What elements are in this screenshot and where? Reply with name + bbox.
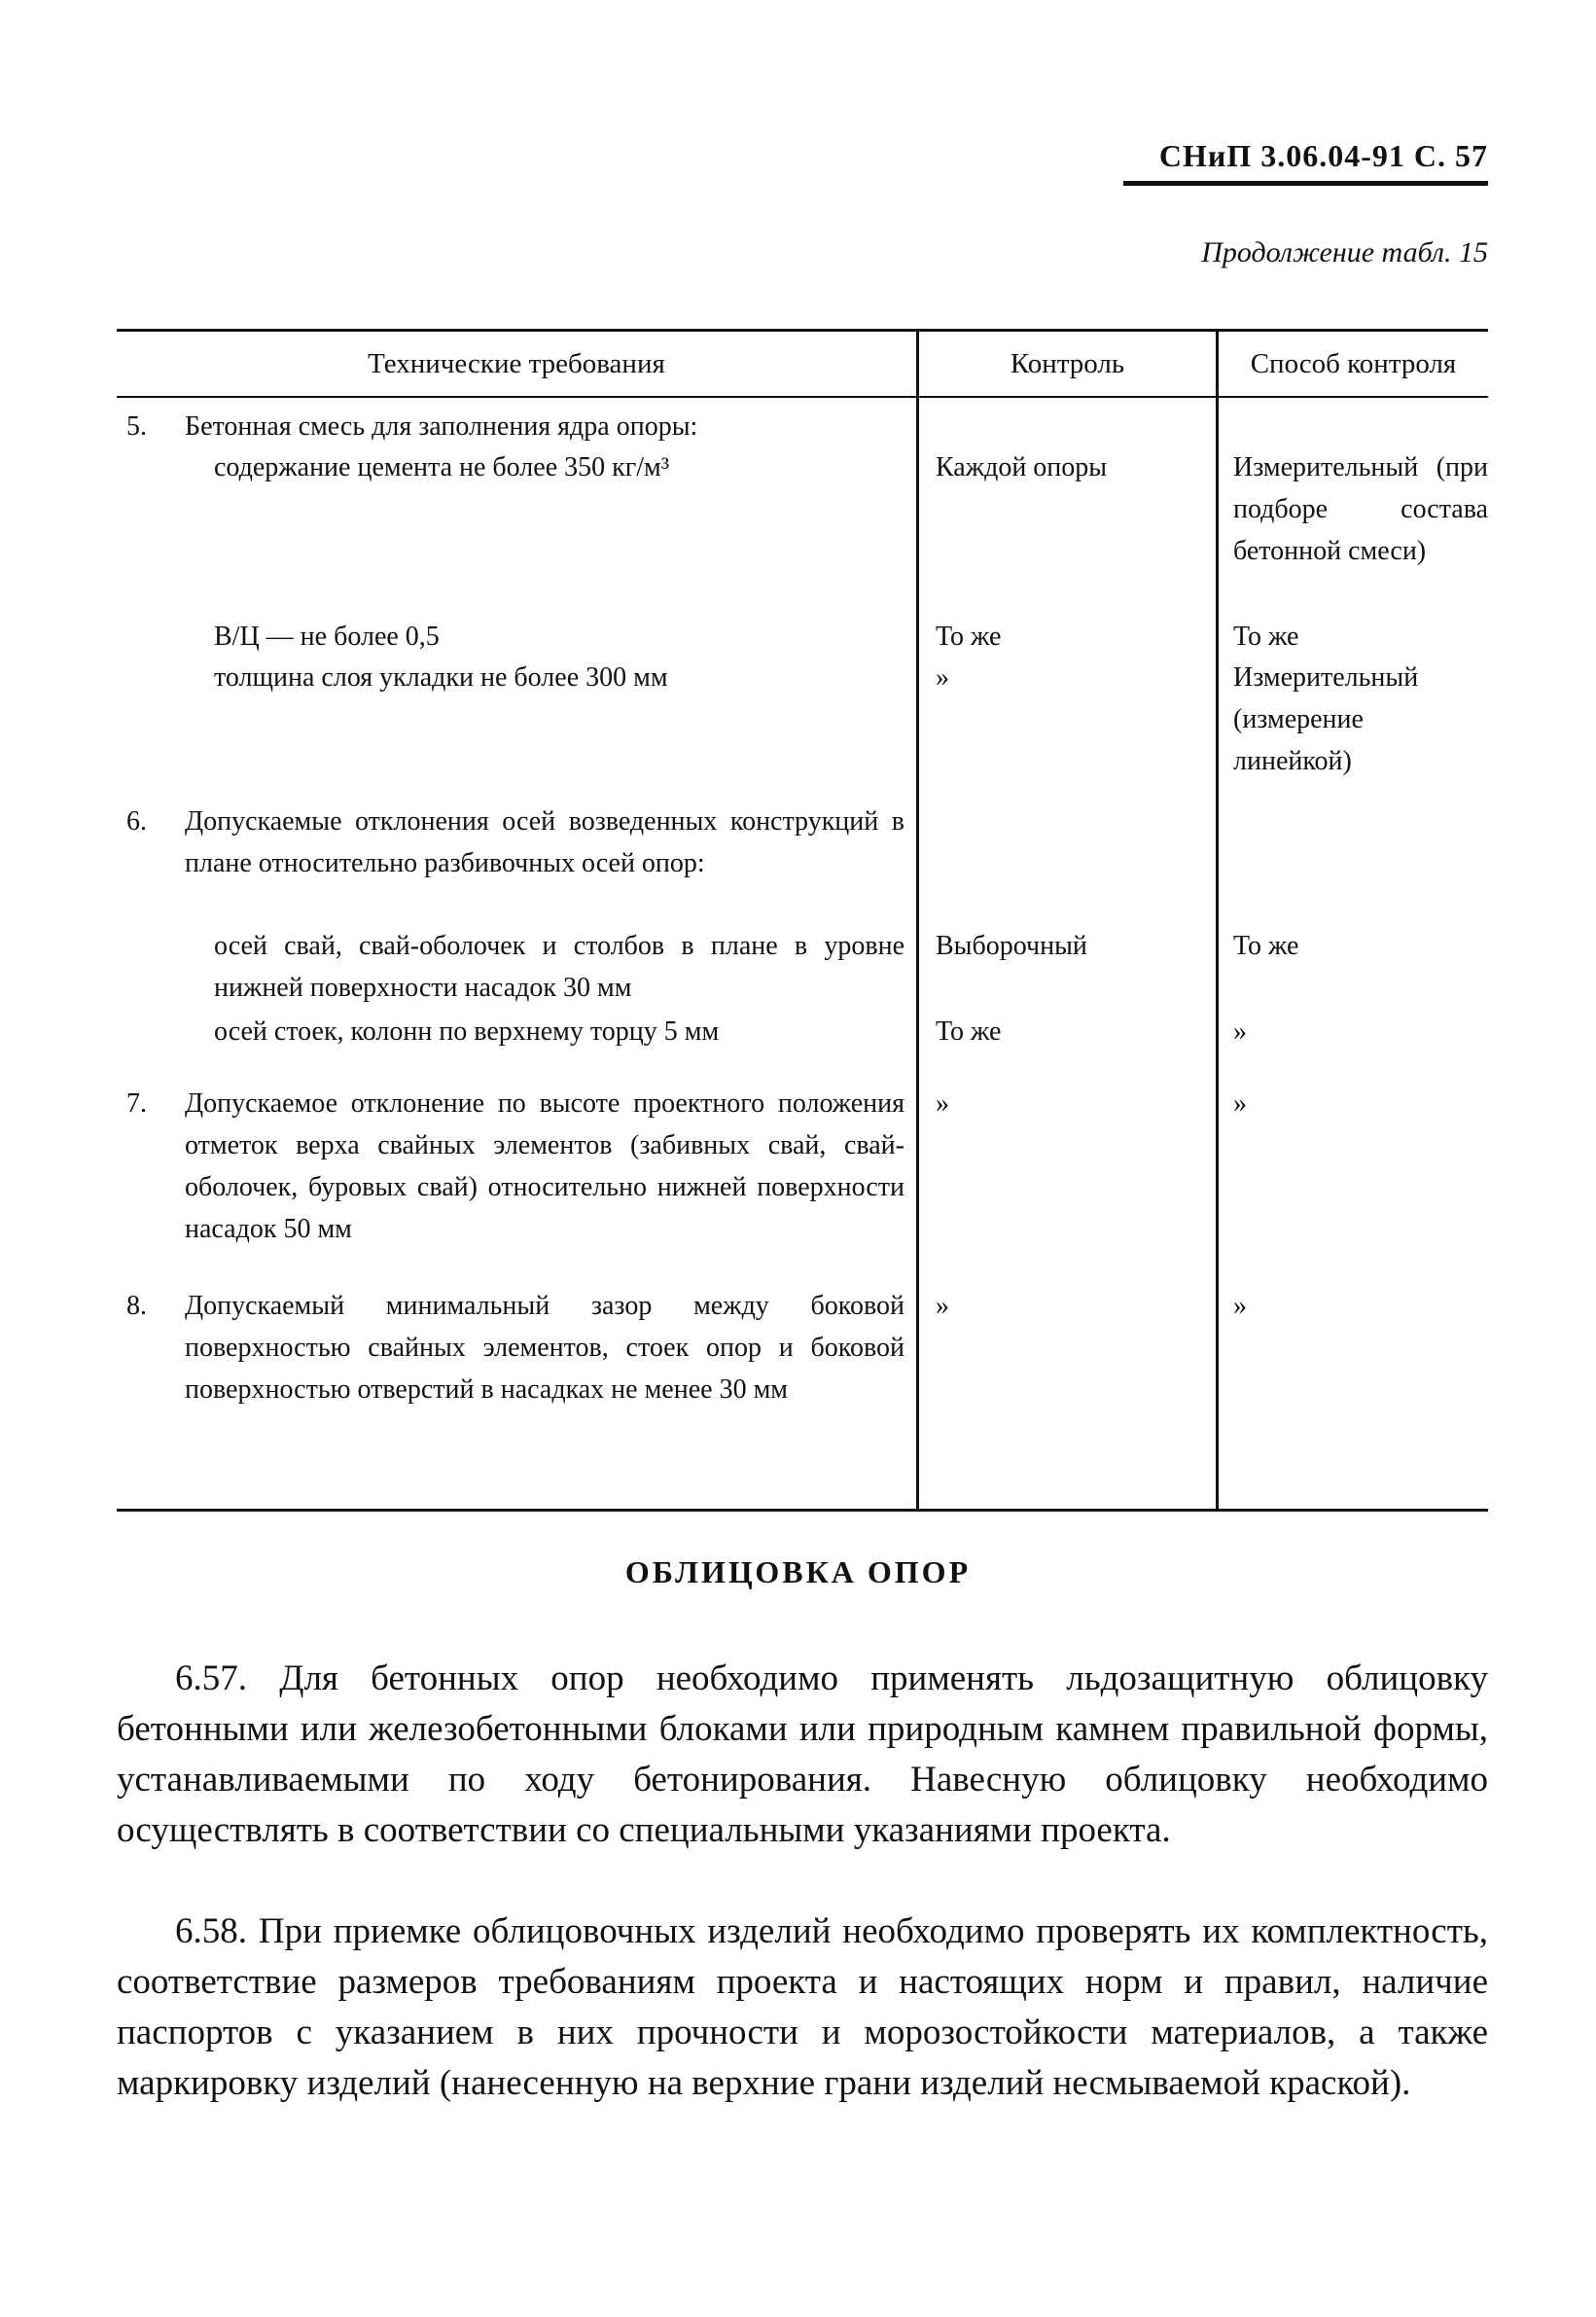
column-header-requirements: Технические требования [368,348,665,379]
requirement-subitem: толщина слоя укладки не более 300 мм [214,662,668,693]
requirement-text: Допускаемые отклонения осей возведенных конструкций в плане относительно разбивочных осей опор: [185,806,904,878]
table-continuation-label: Продолжение табл. 15 [1201,236,1488,268]
requirement-text: Допускаемое отклонение по высоте проектного положения отметок верха свайных элементов (забивных свай, свай-оболочек, буровых свай) относительно нижней поверхности насадок 50 мм [185,1088,904,1244]
method-cell: » [1233,1016,1247,1047]
method-cell: Измерительный (измерение линейкой) [1233,662,1419,776]
row-number: 8. [126,1291,147,1321]
document-code-page-number: СНиП 3.06.04-91 С. 57 [1158,138,1488,173]
column-header-method: Способ контроля [1250,348,1457,379]
requirement-subitem: содержание цемента не более 350 кг/м³ [214,452,670,482]
control-cell: То же [936,622,1002,652]
control-cell: » [936,1291,949,1321]
method-cell: То же [1233,622,1299,652]
row-number: 5. [126,411,147,442]
requirement-subitem: осей свай, свай-оболочек и столбов в плане в уровне нижней поверхности насадок 30 мм [214,931,904,1003]
control-cell: То же [936,1016,1002,1047]
paragraph-6-57: 6.57. Для бетонных опор необходимо применять льдозащитную облицовку бетонными или железобетонными блоками или природным камнем правильной формы, устанавливаемыми по ходу бетонирования. Навесную облицовку необходимо осуществлять в соответствии со специальными указаниями проекта. [117,1658,1488,1850]
requirements-table [117,329,1488,1512]
header-underline [1123,181,1488,186]
paragraph-6-58: 6.58. При приемке облицовочных изделий необходимо проверять их комплектность, соответствие размеров требованиям проекта и настоящих норм и правил, наличие паспортов с указанием в них прочности и морозостойкости материалов, а также маркировку изделий (нанесенную на верхние грани изделий несмываемой краской). [117,1911,1488,2103]
requirement-subitem: В/Ц — не более 0,5 [214,622,440,652]
row-number: 7. [126,1088,147,1119]
section-heading: ОБЛИЦОВКА ОПОР [624,1554,972,1589]
method-cell: То же [1233,931,1299,961]
requirement-subitem: осей стоек, колонн по верхнему торцу 5 мм [214,1016,720,1047]
header-divider [117,396,1488,398]
column-header-control: Контроль [1010,348,1125,379]
method-cell: Измерительный (при подборе состава бетонной смеси) [1233,452,1488,566]
control-cell: » [936,662,949,693]
row-number: 6. [126,806,147,837]
column-divider [1216,332,1219,1509]
requirement-text: Допускаемый минимальный зазор между боковой поверхностью свайных элементов, стоек опор и боковой поверхностью отверстий в насадках не менее 30 мм [185,1291,904,1405]
requirement-text: Бетонная смесь для заполнения ядра опоры: [185,411,698,442]
method-cell: » [1233,1088,1247,1119]
control-cell: » [936,1088,949,1119]
method-cell: » [1233,1291,1247,1321]
control-cell: Каждой опоры [936,452,1108,482]
control-cell: Выборочный [936,931,1087,961]
column-divider [916,332,919,1509]
